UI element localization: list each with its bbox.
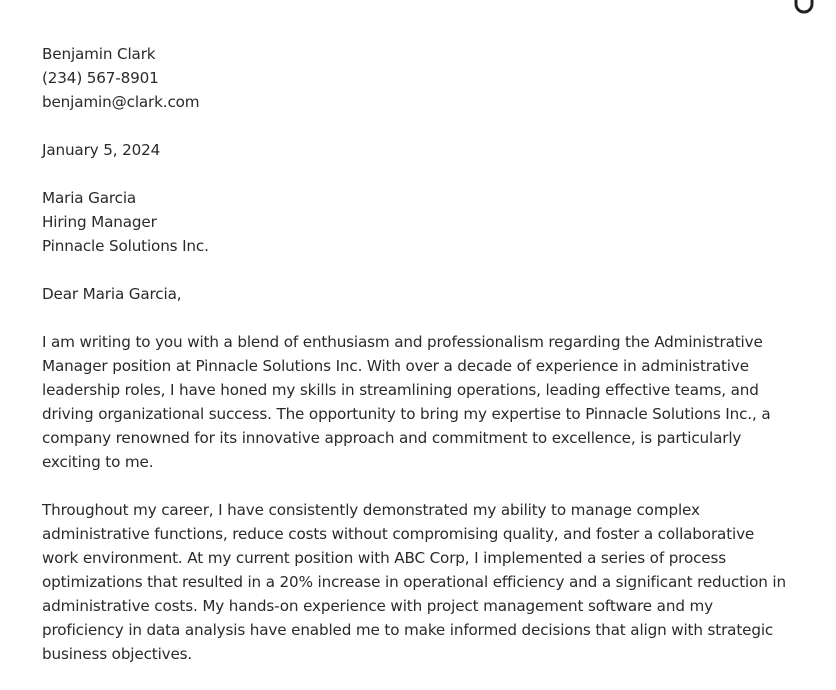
recipient-title: Hiring Manager	[42, 213, 157, 231]
recipient-block	[42, 186, 802, 258]
body-paragraph-2: Throughout my career, I have consistently demonstrated my ability to manage complex administrative functions, reduce costs without compromising quality, and foster a collaborative work environment. At my current position with ABC Corp, I implemented a series of process optimizations that resulted in a 20% increase in operational efficiency and a significant reduction in administrative costs. My hands-on experience with project management software and my proficiency in data analysis have enabled me to make informed decisions that align with strategic business objectives.	[42, 501, 786, 663]
sender-phone: (234) 567-8901	[42, 69, 159, 87]
cover-letter	[42, 42, 802, 690]
letter-date: January 5, 2024	[42, 141, 161, 159]
body-paragraph-1: I am writing to you with a blend of enthusiasm and professionalism regarding the Administrative Manager position at Pinnacle Solutions Inc. With over a decade of experience in administrative leadership roles, I have honed my skills in streamlining operations, leading effective teams, and driving organizational success. The opportunity to bring my expertise to Pinnacle Solutions Inc., a company renowned for its innovative approach and commitment to excellence, is particularly exciting to me.	[42, 333, 771, 471]
recipient-company: Pinnacle Solutions Inc.	[42, 237, 209, 255]
recipient-name: Maria Garcia	[42, 189, 137, 207]
salutation: Dear Maria Garcia,	[42, 285, 182, 303]
sender-block	[42, 42, 802, 114]
salutation-block	[42, 282, 802, 306]
partial-glyph-icon	[790, 0, 818, 16]
date-block	[42, 138, 802, 162]
sender-name: Benjamin Clark	[42, 45, 156, 63]
sender-email: benjamin@clark.com	[42, 93, 200, 111]
